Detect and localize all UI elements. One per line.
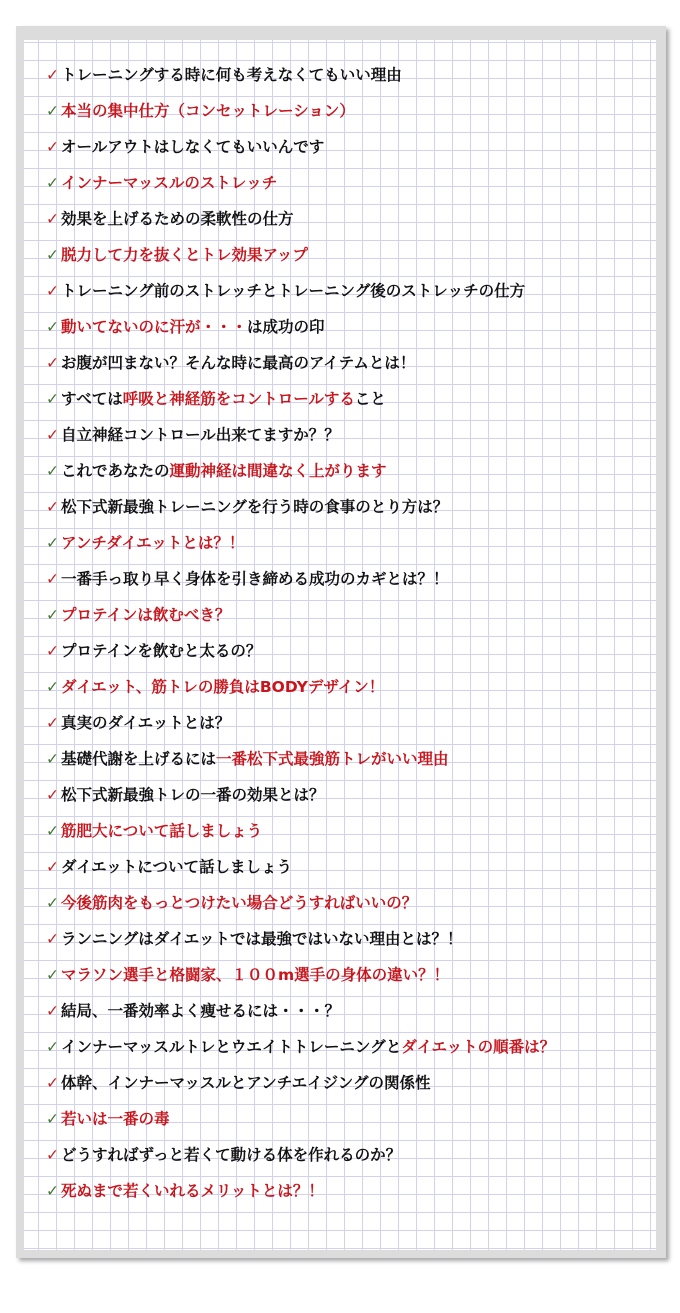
check-mark-icon: ✓ (46, 1182, 59, 1200)
list-item (46, 417, 652, 453)
check-mark-icon: ✓ (46, 534, 59, 552)
list-item (46, 633, 652, 669)
item-text: どうすればずっと若くて動ける体を作れるのか？ (61, 1146, 402, 1164)
highlight-text: ダイエットの順番は？ (401, 1038, 556, 1056)
check-mark-icon: ✓ (46, 966, 59, 984)
item-text: こと (354, 390, 386, 408)
check-mark-icon: ✓ (46, 822, 59, 840)
check-mark-icon: ✓ (46, 210, 59, 228)
item-text: 松下式新最強トレの一番の効果とは？ (61, 786, 325, 804)
highlight-text: 脱力して力を抜くとトレ効果アップ (61, 246, 308, 264)
check-mark-icon: ✓ (46, 318, 59, 336)
check-mark-icon: ✓ (46, 354, 59, 372)
item-text: これであなたの (61, 462, 170, 480)
list-item (46, 741, 652, 777)
check-mark-icon: ✓ (46, 174, 59, 192)
item-text: 効果を上げるための柔軟性の仕方 (61, 210, 294, 228)
item-text: すべては (61, 390, 123, 408)
check-mark-icon: ✓ (46, 282, 59, 300)
check-mark-icon: ✓ (46, 714, 59, 732)
list-item (46, 309, 652, 345)
list-item (46, 849, 652, 885)
item-text: お腹が凹まない？そんな時に最高のアイテムとは！ (61, 354, 416, 372)
check-mark-icon: ✓ (46, 606, 59, 624)
item-text: ランニングはダイエットでは最強ではいない理由とは？！ (61, 930, 463, 948)
highlight-text: 運動神経は間違なく上がります (169, 462, 387, 480)
item-text: プロテインを飲むと太るの？ (61, 642, 262, 660)
item-text: 松下式新最強トレーニングを行う時の食事のとり方は？ (61, 498, 449, 516)
item-text: トレーニングする時に何も考えなくてもいい理由 (61, 66, 402, 84)
list-item (46, 921, 652, 957)
check-mark-icon: ✓ (46, 66, 59, 84)
highlight-text: アンチダイエットとは？！ (61, 534, 245, 552)
item-text: 体幹、インナーマッスルとアンチエイジングの関係性 (61, 1074, 431, 1092)
list-item (46, 1137, 652, 1173)
list-item (46, 1065, 652, 1101)
list-item (46, 345, 652, 381)
item-text: は成功の印 (247, 318, 325, 336)
list-item (46, 129, 652, 165)
highlight-text: 本当の集中仕方（コンセットレーション） (61, 102, 355, 120)
highlight-text: 若いは一番の毒 (61, 1110, 170, 1128)
page-frame (16, 26, 666, 1258)
list-item (46, 1173, 652, 1209)
item-text: 結局、一番効率よく痩せるには・・・？ (61, 1002, 341, 1020)
check-mark-icon: ✓ (46, 1074, 59, 1092)
highlight-text: ダイエット、筋トレの勝負はBODYデザイン！ (61, 678, 385, 696)
check-mark-icon: ✓ (46, 786, 59, 804)
list-item (46, 1101, 652, 1137)
list-item (46, 777, 652, 813)
list-item (46, 669, 652, 705)
check-mark-icon: ✓ (46, 426, 59, 444)
check-mark-icon: ✓ (46, 930, 59, 948)
item-text: トレーニング前のストレッチとトレーニング後のストレッチの仕方 (61, 282, 526, 300)
check-mark-icon: ✓ (46, 678, 59, 696)
list-item (46, 93, 652, 129)
item-text: 一番手っ取り早く身体を引き締める成功のカギとは？！ (61, 570, 449, 588)
list-item (46, 705, 652, 741)
check-mark-icon: ✓ (46, 138, 59, 156)
highlight-text: インナーマッスルのストレッチ (61, 174, 278, 192)
list-item (46, 165, 652, 201)
highlight-text: 呼吸と神経筋をコントロールする (122, 390, 355, 408)
check-mark-icon: ✓ (46, 390, 59, 408)
list-item (46, 237, 652, 273)
grid-paper (24, 40, 656, 1250)
list-item (46, 273, 652, 309)
highlight-text: 動いてないのに汗が・・・ (61, 318, 248, 336)
topic-list (46, 57, 652, 1209)
check-mark-icon: ✓ (46, 1110, 59, 1128)
check-mark-icon: ✓ (46, 858, 59, 876)
check-mark-icon: ✓ (46, 642, 59, 660)
item-text: インナーマッスルトレとウエイトトレーニングと (61, 1038, 402, 1056)
list-item (46, 1029, 652, 1065)
list-item (46, 597, 652, 633)
highlight-text: 筋肥大について話しましょう (61, 822, 263, 840)
list-item (46, 489, 652, 525)
list-item (46, 957, 652, 993)
list-item (46, 57, 652, 93)
check-mark-icon: ✓ (46, 1002, 59, 1020)
item-text: 自立神経コントロール出来てますか？？ (61, 426, 340, 444)
list-item (46, 561, 652, 597)
list-item (46, 813, 652, 849)
check-mark-icon: ✓ (46, 1146, 59, 1164)
item-text: 基礎代謝を上げるには (61, 750, 217, 768)
item-text: 真実のダイエットとは？ (61, 714, 231, 732)
highlight-text: 今後筋肉をもっとつけたい場合どうすればいいの？ (61, 894, 418, 912)
check-mark-icon: ✓ (46, 462, 59, 480)
highlight-text: 死ぬまで若くいれるメリットとは？！ (61, 1182, 324, 1200)
list-item (46, 381, 652, 417)
check-mark-icon: ✓ (46, 570, 59, 588)
highlight-text: プロテインは飲むべき？ (61, 606, 231, 624)
list-item (46, 993, 652, 1029)
highlight-text: マラソン選手と格闘家、１００m選手の身体の違い？！ (61, 966, 450, 984)
highlight-text: 一番松下式最強筋トレがいい理由 (216, 750, 449, 768)
check-mark-icon: ✓ (46, 1038, 59, 1056)
list-item (46, 201, 652, 237)
check-mark-icon: ✓ (46, 246, 59, 264)
check-mark-icon: ✓ (46, 750, 59, 768)
check-mark-icon: ✓ (46, 102, 59, 120)
list-item (46, 885, 652, 921)
item-text: オールアウトはしなくてもいいんです (61, 138, 325, 156)
check-mark-icon: ✓ (46, 498, 59, 516)
check-mark-icon: ✓ (46, 894, 59, 912)
item-text: ダイエットについて話しましょう (61, 858, 292, 876)
list-item (46, 453, 652, 489)
list-item (46, 525, 652, 561)
